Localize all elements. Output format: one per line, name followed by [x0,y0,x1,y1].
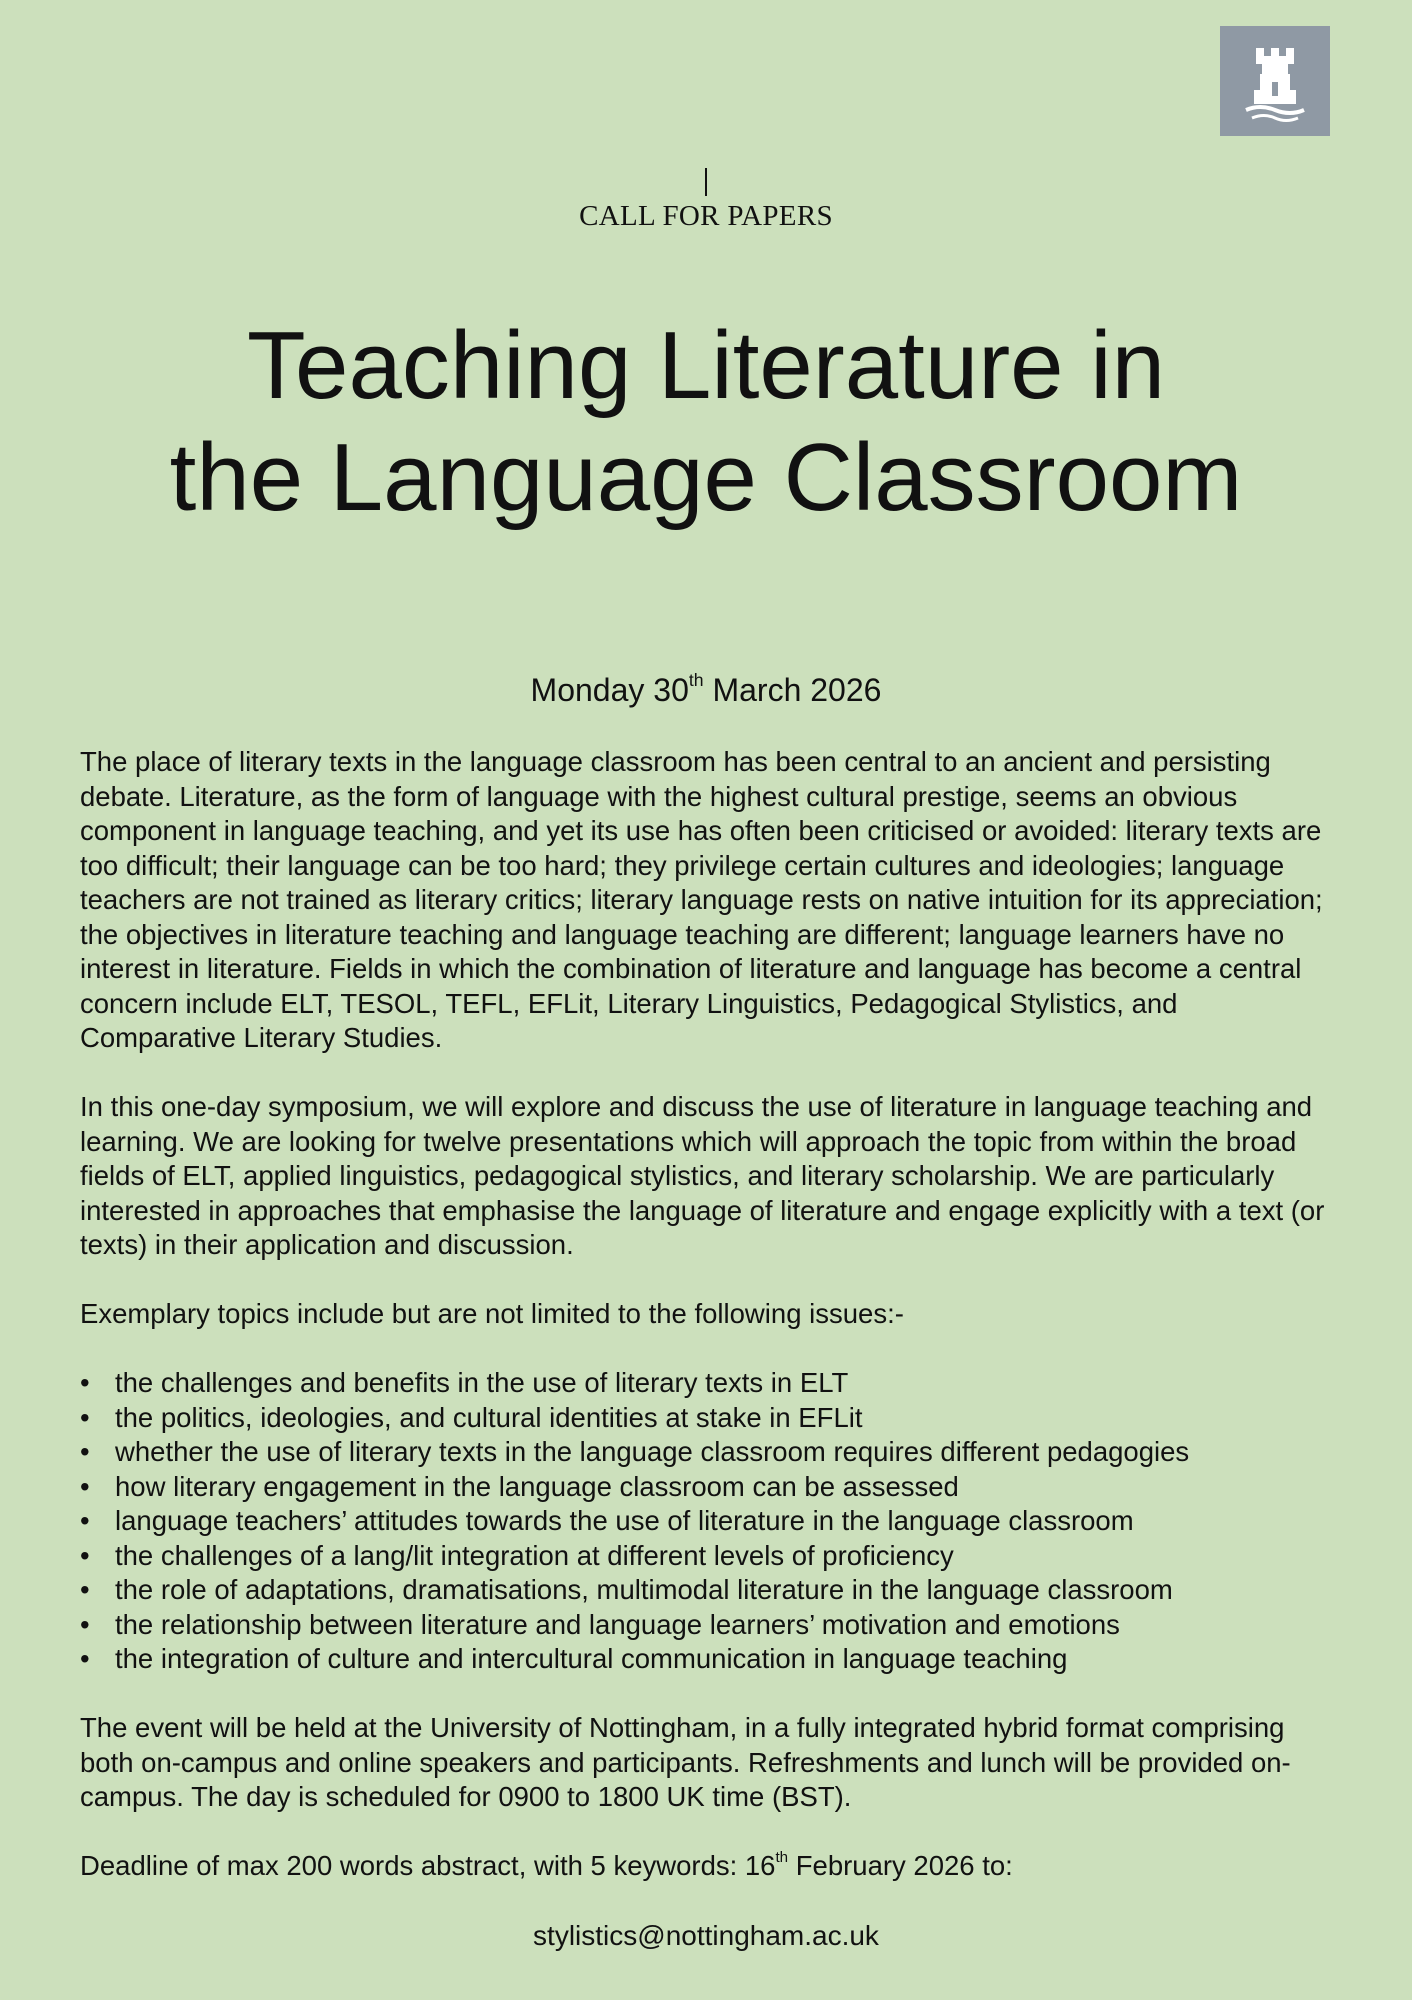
date-suffix: th [688,669,704,690]
topic-text: the integration of culture and intercultural communication in language teaching [115,1643,1068,1674]
topic-text: the role of adaptations, dramatisations, multimodal literature in the language classroom [115,1574,1173,1605]
topic-text: how literary engagement in the language classroom can be assessed [115,1470,959,1502]
list-item [80,1573,1340,1608]
topics-list [80,1366,1340,1677]
bullet: • [80,1643,90,1674]
deadline-prefix: Deadline of max 200 words abstract, with 5 keywords: 16 [80,1850,776,1881]
divider-mark [705,168,707,196]
venue-paragraph: The event will be held at the University of Nottingham, in a fully integrated hybrid format comprising both on-campus and online speakers and participants. Refreshments and lunch will be provided on-campus. The day is scheduled for 0900 to 1800 UK time (BST). [80,1712,1291,1812]
date-rest: March 2026 [703,672,882,708]
bullet: • [80,1574,90,1605]
page-title [0,310,1412,534]
contact-email[interactable]: stylistics@nottingham.ac.uk [533,1920,879,1951]
topic-text: the politics, ideologies, and cultural identities at stake in EFLit [115,1401,863,1433]
bullet: • [80,1436,90,1467]
university-logo [1220,26,1330,136]
title-line-2: the Language Classroom [169,424,1243,531]
list-item [80,1642,1340,1677]
topic-text: language teachers’ attitudes towards the use of literature in the language classroom [115,1505,1134,1536]
deadline-suffix: th [775,1848,789,1866]
university-castle-icon [1220,26,1330,136]
topic-text: the relationship between literature and language learners’ motivation and emotions [115,1608,1120,1640]
topic-text: whether the use of literary texts in the language classroom requires different pedagogies [115,1436,1190,1467]
list-item [80,1401,1340,1436]
bullet: • [80,1539,90,1571]
list-item [80,1435,1340,1470]
bullet: • [80,1608,90,1640]
topics-intro: Exemplary topics include but are not limited to the following issues:- [80,1298,904,1329]
topic-text: the challenges of a lang/lit integration at different levels of proficiency [115,1539,954,1571]
list-item [80,1470,1340,1505]
event-date [0,669,1412,709]
list-item [80,1504,1340,1539]
deadline-line [80,1849,1340,1884]
list-item [80,1539,1340,1574]
deadline-rest: February 2026 to: [788,1850,1013,1881]
bullet: • [80,1367,90,1398]
bullet: • [80,1505,90,1536]
bullet: • [80,1470,90,1502]
title-line-1: Teaching Literature in [247,312,1165,419]
call-for-papers-label: CALL FOR PAPERS [579,200,833,232]
list-item [80,1608,1340,1643]
list-item [80,1366,1340,1401]
date-prefix: Monday 30 [530,672,689,708]
intro-paragraph: The place of literary texts in the language classroom has been central to an ancient and persisting debate. Literature, as the form of language with the highest cultural prestige, seems an obvious component in language teaching, and yet its use has often been criticised or avoided: literary texts are too difficult; their language can be too hard; they privilege certain cultures and ideologies; language teachers are not trained as literary critics; literary language rests on native intuition for its appreciation; the objectives in literature teaching and language teaching are different; language learners have no interest in literature. Fields in which the combination of literature and language has become a central concern include ELT, TESOL, TEFL, EFLit, Literary Linguistics, Pedagogical Stylistics, and Comparative Literary Studies. [80,746,1323,1053]
symposium-paragraph: In this one-day symposium, we will explore and discuss the use of literature in language teaching and learning. We are looking for twelve presentations which will approach the topic from within the broad fields of ELT, applied linguistics, pedagogical stylistics, and literary scholarship. We are particularly interested in approaches that emphasise the language of literature and engage explicitly with a text (or texts) in their application and discussion. [80,1091,1325,1260]
topic-text: the challenges and benefits in the use of literary texts in ELT [115,1367,849,1398]
bullet: • [80,1401,90,1433]
main-content [80,745,1340,1918]
